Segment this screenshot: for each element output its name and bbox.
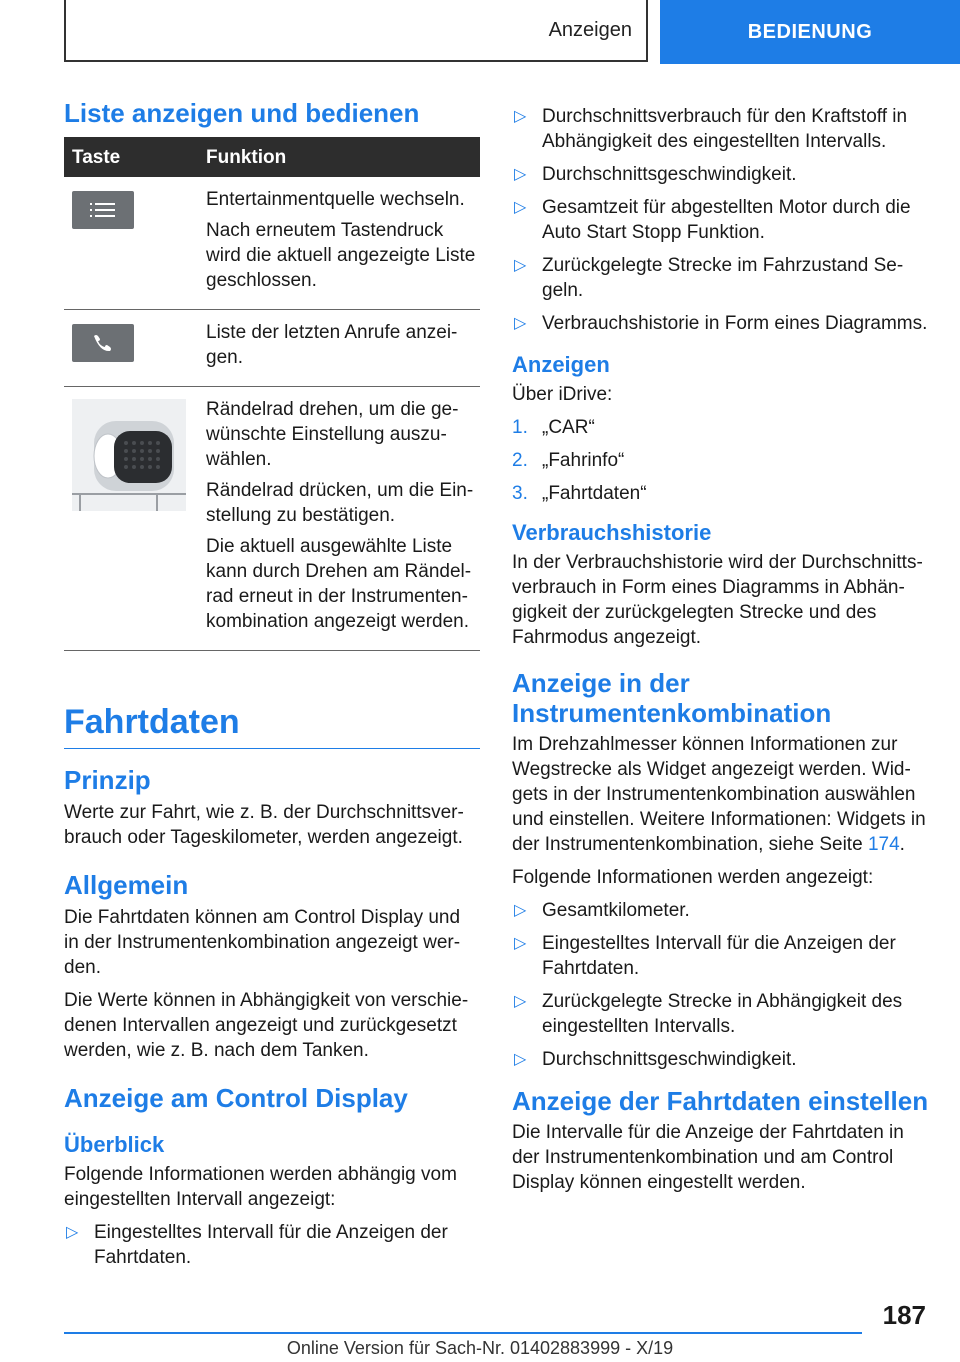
einstellen-title: Anzeige der Fahrtdaten einstellen (512, 1086, 929, 1116)
control-display-title: Anzeige am Control Display (64, 1083, 408, 1113)
left-column (64, 98, 480, 1278)
footer-rule (64, 1332, 862, 1334)
list-item: ▷ Gesamtkilometer. (514, 900, 690, 921)
list-item: ▷ Durchschnittsverbrauch für den Kraftstoff in Abhängigkeit des eingestellten Intervalls. (514, 106, 908, 152)
page-link[interactable]: 174 (867, 834, 900, 855)
ueberblick-list (64, 1220, 480, 1270)
list-item: ▷ Eingestelltes Intervall für die Anzeigen der Fahrtdaten. (514, 933, 896, 979)
row2-text-1: Liste der letzten Anrufe anzei-gen. (206, 322, 458, 368)
table-row (64, 310, 480, 387)
anzeigen-text: Über iDrive: (512, 384, 613, 405)
einstellen-text: Die Intervalle für die Anzeige der Fahrtdaten in der Instrumentenkombination und am Control Display können eingestellt werden. (512, 1122, 904, 1193)
table-header-key: Taste (64, 137, 192, 177)
row3-text-3: Die aktuell ausgewählte Liste kann durch Drehen am Rändel-rad erneut in der Instrumenten-kombination angezeigt werden. (206, 536, 472, 632)
row1-text-2: Nach erneutem Tastendruck wird die aktuell angezeigte Liste geschlossen. (206, 220, 476, 291)
triangle-bullet-icon: ▷ (514, 108, 527, 125)
list-item: ▷ Durchschnittsgeschwindigkeit. (514, 1049, 797, 1070)
triangle-bullet-icon: ▷ (514, 315, 527, 332)
allgemein-title: Allgemein (64, 870, 189, 900)
list-icon (72, 191, 134, 229)
ueberblick-text: Folgende Informationen werden abhängig vom eingestellten Intervall angezeigt: (64, 1164, 457, 1210)
prinzip-text: Werte zur Fahrt, wie z. B. der Durchschnittsver-brauch oder Tageskilometer, werden angezeigt. (64, 802, 464, 848)
page-number: 187 (882, 1300, 926, 1330)
row3-text-2: Rändelrad drücken, um die Ein-stellung zu bestätigen. (206, 480, 474, 526)
header-chapter (660, 0, 960, 64)
list-item: ▷ Zurückgelegte Strecke in Abhängigkeit des eingestellten Intervalls. (514, 991, 903, 1037)
historie-title: Verbrauchshistorie (512, 520, 712, 545)
allgemein-text-2: Die Werte können in Abhängigkeit von verschie-denen Intervallen angezeigt und zurückgesetzt werden, wie z. B. nach dem Tanken. (64, 990, 469, 1061)
table-row (64, 177, 480, 310)
table-row (64, 387, 480, 651)
fahrtdaten-title: Fahrtdaten (64, 703, 240, 741)
list-section-title: Liste anzeigen und bedienen (64, 98, 420, 128)
header-section (64, 0, 648, 62)
list-item: ▷ Verbrauchshistorie in Form eines Diagramms. (514, 313, 928, 334)
right-column (512, 104, 930, 1203)
list-item: 2. „Fahrinfo“ (512, 450, 625, 471)
key-function-table (64, 137, 480, 651)
header-section-label: Anzeigen (548, 18, 632, 41)
ueberblick-title: Überblick (64, 1132, 165, 1157)
instrument-title: Anzeige in der Instrumentenkombination (512, 668, 832, 728)
list-item: 1. „CAR“ (512, 417, 595, 438)
table-header-function: Funktion (192, 137, 480, 177)
instrument-text: Im Drehzahlmesser können Informationen zur Wegstrecke als Widget angezeigt werden. Wid-gets in der Instrumentenkombination auswählen und einstellen. Weitere Informationen: Widgets in der Instrumentenkombination, siehe Seite 174. (512, 734, 926, 855)
thumbwheel-image (72, 399, 186, 511)
triangle-bullet-icon: ▷ (66, 1224, 79, 1241)
list-item: 3. „Fahrtdaten“ (512, 483, 647, 504)
allgemein-text-1: Die Fahrtdaten können am Control Display und in der Instrumentenkombination angezeigt wer-den. (64, 907, 461, 978)
section-rule (64, 748, 480, 749)
header-chapter-label: BEDIENUNG (747, 20, 873, 43)
triangle-bullet-icon: ▷ (514, 257, 527, 274)
triangle-bullet-icon: ▷ (514, 993, 527, 1010)
instrument-text-2: Folgende Informationen werden angezeigt: (512, 867, 874, 888)
triangle-bullet-icon: ▷ (514, 902, 527, 919)
list-item: ▷ Durchschnittsgeschwindigkeit. (514, 164, 797, 185)
list-item: ▷ Eingestelltes Intervall für die Anzeigen der Fahrtdaten. (66, 1222, 448, 1268)
anzeigen-steps (512, 415, 930, 506)
anzeigen-title: Anzeigen (512, 352, 610, 377)
prinzip-title: Prinzip (64, 765, 151, 795)
instrument-list (512, 898, 930, 1072)
triangle-bullet-icon: ▷ (514, 935, 527, 952)
triangle-bullet-icon: ▷ (514, 166, 527, 183)
phone-icon (72, 324, 134, 362)
row1-text-1: Entertainmentquelle wechseln. (206, 189, 465, 210)
list-item: ▷ Zurückgelegte Strecke im Fahrzustand Se-geln. (514, 255, 904, 301)
overview-list-continued (512, 104, 930, 336)
triangle-bullet-icon: ▷ (514, 1051, 527, 1068)
row3-text-1: Rändelrad drehen, um die ge-wünschte Einstellung auszu-wählen. (206, 399, 459, 470)
historie-text: In der Verbrauchshistorie wird der Durchschnitts-verbrauch in Form eines Diagramms in Abhän-gigkeit der zurückgelegten Strecke und des Fahrmodus angezeigt. (512, 552, 923, 648)
list-item: ▷ Gesamtzeit für abgestellten Motor durch die Auto Start Stopp Funktion. (514, 197, 911, 243)
footer-online-version: Online Version für Sach-Nr. 01402883999 - X/19 (286, 1338, 674, 1358)
triangle-bullet-icon: ▷ (514, 199, 527, 216)
